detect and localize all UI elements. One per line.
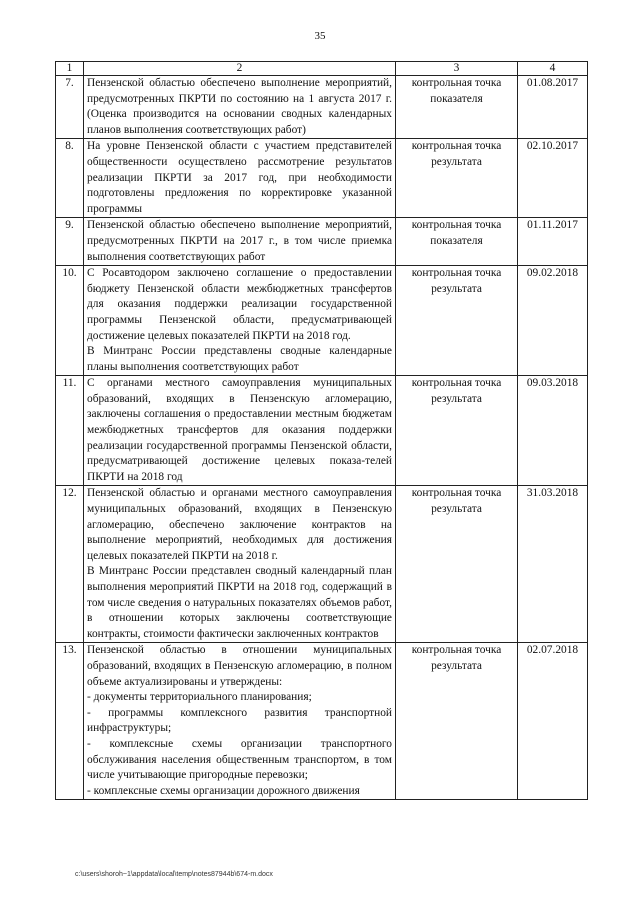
description-paragraph: - программы комплексного развития транспортной инфраструктуры;	[87, 706, 392, 735]
row-date: 09.02.2018	[518, 266, 588, 376]
row-description	[84, 76, 396, 139]
row-description	[84, 266, 396, 376]
description-paragraph: С Росавтодором заключено соглашение о предоставлении бюджету Пензенской области межбюджетных трансфертов для оказания поддержки реализации государственной программы Пензенской области, предусматривающей достижение целевых показателей ПКРТИ на 2018 год.	[87, 267, 392, 342]
table-row	[56, 218, 588, 266]
description-paragraph: - комплексные схемы организации транспортного обслуживания населения общественным транспортом, в том числе учитывающие пригородные перевозки;	[87, 737, 392, 782]
milestones-table	[55, 61, 588, 800]
description-paragraph: - документы территориального планирования;	[87, 691, 312, 704]
row-description	[84, 643, 396, 800]
row-number: 7.	[56, 76, 84, 139]
description-paragraph: В Минтранс России представлены сводные календарные планы выполнения соответствующих работ	[87, 345, 392, 373]
file-path-footer: c:\users\shoroh~1\appdata\local\temp\notes87944b\674-m.docx	[75, 871, 273, 878]
row-date: 09.03.2018	[518, 376, 588, 486]
row-date: 31.03.2018	[518, 486, 588, 643]
row-checkpoint-type: контрольная точка результата	[396, 139, 518, 218]
description-paragraph: Пензенской областью в отношении муниципальных образований, входящих в Пензенскую агломерацию, в полном объеме актуализированы и утверждены:	[87, 644, 392, 688]
row-date: 02.10.2017	[518, 139, 588, 218]
table-row	[56, 643, 588, 800]
column-header-2: 2	[84, 62, 396, 76]
column-header-1: 1	[56, 62, 84, 76]
row-date: 01.08.2017	[518, 76, 588, 139]
column-header-4: 4	[518, 62, 588, 76]
row-description	[84, 376, 396, 486]
row-date: 02.07.2018	[518, 643, 588, 800]
description-paragraph: На уровне Пензенской области с участием представителей общественности осуществлено рассмотрение результатов реализации ПКРТИ за 2017 год, при необходимости подготовлены предложения по корректировке указанной программы	[87, 140, 392, 215]
row-checkpoint-type: контрольная точка результата	[396, 376, 518, 486]
row-number: 8.	[56, 139, 84, 218]
table-row	[56, 266, 588, 376]
description-paragraph: Пензенской областью обеспечено выполнение мероприятий, предусмотренных ПКРТИ по состоянию на 1 августа 2017 г. (Оценка производится на основании сводных календарных планов выполнения соответствующих работ)	[87, 77, 392, 136]
row-description	[84, 218, 396, 266]
row-number: 10.	[56, 266, 84, 376]
row-description	[84, 486, 396, 643]
description-paragraph: С органами местного самоуправления муниципальных образований, входящих в Пензенскую агломерацию, заключены соглашения о предоставлении местным бюджетам межбюджетных трансфертов для оказания поддержки реализации государственной программы Пензенской области, предусматривающей достижение целевых показа-телей ПКРТИ на 2018 год	[87, 377, 392, 483]
row-number: 13.	[56, 643, 84, 800]
row-checkpoint-type: контрольная точка результата	[396, 266, 518, 376]
table-header-row	[56, 62, 588, 76]
row-checkpoint-type: контрольная точка результата	[396, 643, 518, 800]
table-row	[56, 376, 588, 486]
description-paragraph: Пензенской областью обеспечено выполнение мероприятий, предусмотренных ПКРТИ на 2017 г., в том числе приемка выполнения соответствующих работ	[87, 219, 392, 263]
row-number: 11.	[56, 376, 84, 486]
column-header-3: 3	[396, 62, 518, 76]
row-date: 01.11.2017	[518, 218, 588, 266]
table-row	[56, 486, 588, 643]
row-checkpoint-type: контрольная точка результата	[396, 486, 518, 643]
description-paragraph: В Минтранс России представлен сводный календарный план выполнения мероприятий ПКРТИ на 2018 год, содержащий в том числе сведения о натуральных показателях объемов работ, в отношении которых заключены соответствующие контракты, стоимости фактически заключенных контрактов	[87, 565, 392, 640]
table-row	[56, 139, 588, 218]
page-number: 35	[314, 30, 326, 42]
row-description	[84, 139, 396, 218]
description-paragraph: - комплексные схемы организации дорожного движения	[87, 784, 360, 797]
row-checkpoint-type: контрольная точка показателя	[396, 218, 518, 266]
row-number: 9.	[56, 218, 84, 266]
description-paragraph: Пензенской областью и органами местного самоуправления муниципальных образований, входящих в Пензенскую агломерацию, обеспечено заключение контрактов на выполнение мероприятий, необходимых для достижения целевых показателей ПКРТИ на 2018 г.	[87, 487, 392, 562]
row-number: 12.	[56, 486, 84, 643]
row-checkpoint-type: контрольная точка показателя	[396, 76, 518, 139]
table-row	[56, 76, 588, 139]
